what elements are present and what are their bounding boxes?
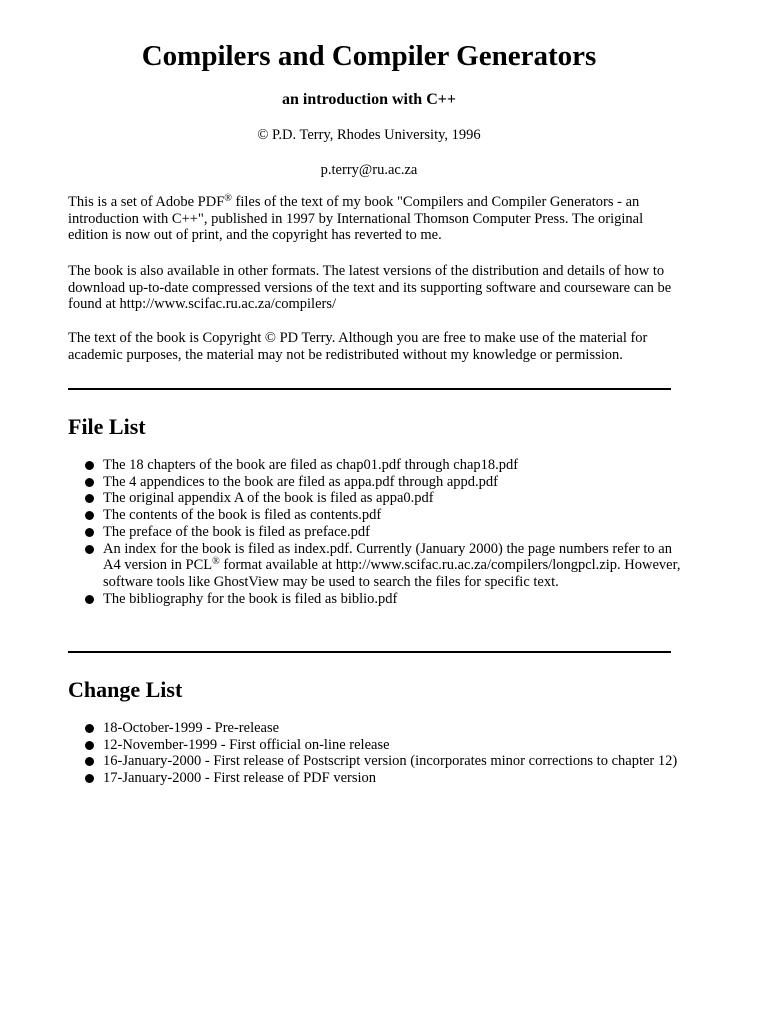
document-title: Compilers and Compiler Generators: [141, 40, 597, 72]
list-item-text: The preface of the book is filed as preface.pdf: [103, 523, 370, 540]
author-email: p.terry@ru.ac.za: [320, 162, 418, 178]
list-item: [84, 457, 684, 474]
list-item-text: 17-January-2000 - First release of PDF version: [103, 770, 377, 787]
list-item: [84, 474, 684, 491]
list-item: [84, 753, 684, 770]
intro-paragraph-3: The text of the book is Copyright © PD Terry. Although you are free to make use of the material for academic purposes, the material may not be redistributed without my knowledge or permission.: [68, 330, 648, 363]
bullet-icon: [85, 528, 94, 537]
index-item-end: format available at http://www.scifac.ru.ac.za/compilers/longpcl.zip. However, software tools like GhostView may be used to search the files for specific text.: [103, 557, 681, 590]
document-subtitle: an introduction with C++: [282, 91, 456, 108]
list-item-text: 16-January-2000 - First release of Postscript version (incorporates minor corrections to chapter 12): [103, 753, 678, 770]
list-item: [84, 770, 684, 787]
bullet-icon: [85, 511, 94, 520]
intro-p1-end: files of the text of my book "Compilers and Compiler Generators - an introduction with C++", published in 1997 by International Thomson Computer Press. The original edition is now out of print, and the copyright has reverted to me.: [68, 194, 644, 244]
bullet-icon: [85, 724, 94, 733]
list-item-text: The bibliography for the book is filed as biblio.pdf: [103, 590, 398, 607]
intro-paragraph-2: The book is also available in other formats. The latest versions of the distribution and details of how to download up-to-date compressed versions of the text and its supporting software and courseware can be found at http://www.scifac.ru.ac.za/compilers/: [68, 263, 672, 313]
intro-p1-start: This is a set of Adobe PDF: [68, 194, 225, 210]
bullet-icon: [85, 545, 94, 554]
list-item-text: The 4 appendices to the book are filed as appa.pdf through appd.pdf: [103, 473, 498, 490]
list-item: [84, 507, 684, 524]
change-list: [84, 720, 684, 787]
list-item: [84, 591, 684, 608]
file-list-heading: File List: [68, 414, 146, 439]
list-item: [84, 541, 684, 591]
intro-paragraph-1: [68, 194, 678, 244]
list-item: [84, 720, 684, 737]
bullet-icon: [85, 478, 94, 487]
bullet-icon: [85, 774, 94, 783]
list-item-text: The contents of the book is filed as contents.pdf: [103, 507, 382, 524]
bullet-icon: [85, 757, 94, 766]
list-item: [84, 737, 684, 754]
list-item: [84, 490, 684, 507]
horizontal-rule: [68, 651, 671, 653]
horizontal-rule: [68, 388, 671, 390]
registered-mark: ®: [212, 556, 220, 568]
bullet-icon: [85, 595, 94, 604]
index-item-start: An index for the book is filed as index.pdf. Currently (January 2000) the page numbers refer to an A4 version in PCL: [103, 540, 672, 574]
list-item-text: 12-November-1999 - First official on-line release: [103, 736, 390, 753]
list-item-text: 18-October-1999 - Pre-release: [103, 720, 280, 736]
list-item: [84, 524, 684, 541]
copyright-line: © P.D. Terry, Rhodes University, 1996: [257, 127, 481, 143]
list-item-text: The 18 chapters of the book are filed as chap01.pdf through chap18.pdf: [103, 457, 519, 473]
file-list: [84, 457, 684, 607]
bullet-icon: [85, 741, 94, 750]
change-list-heading: Change List: [68, 677, 183, 702]
bullet-icon: [85, 461, 94, 470]
bullet-icon: [85, 494, 94, 503]
list-item-text: The original appendix A of the book is filed as appa0.pdf: [103, 490, 434, 507]
registered-mark: ®: [224, 193, 232, 204]
